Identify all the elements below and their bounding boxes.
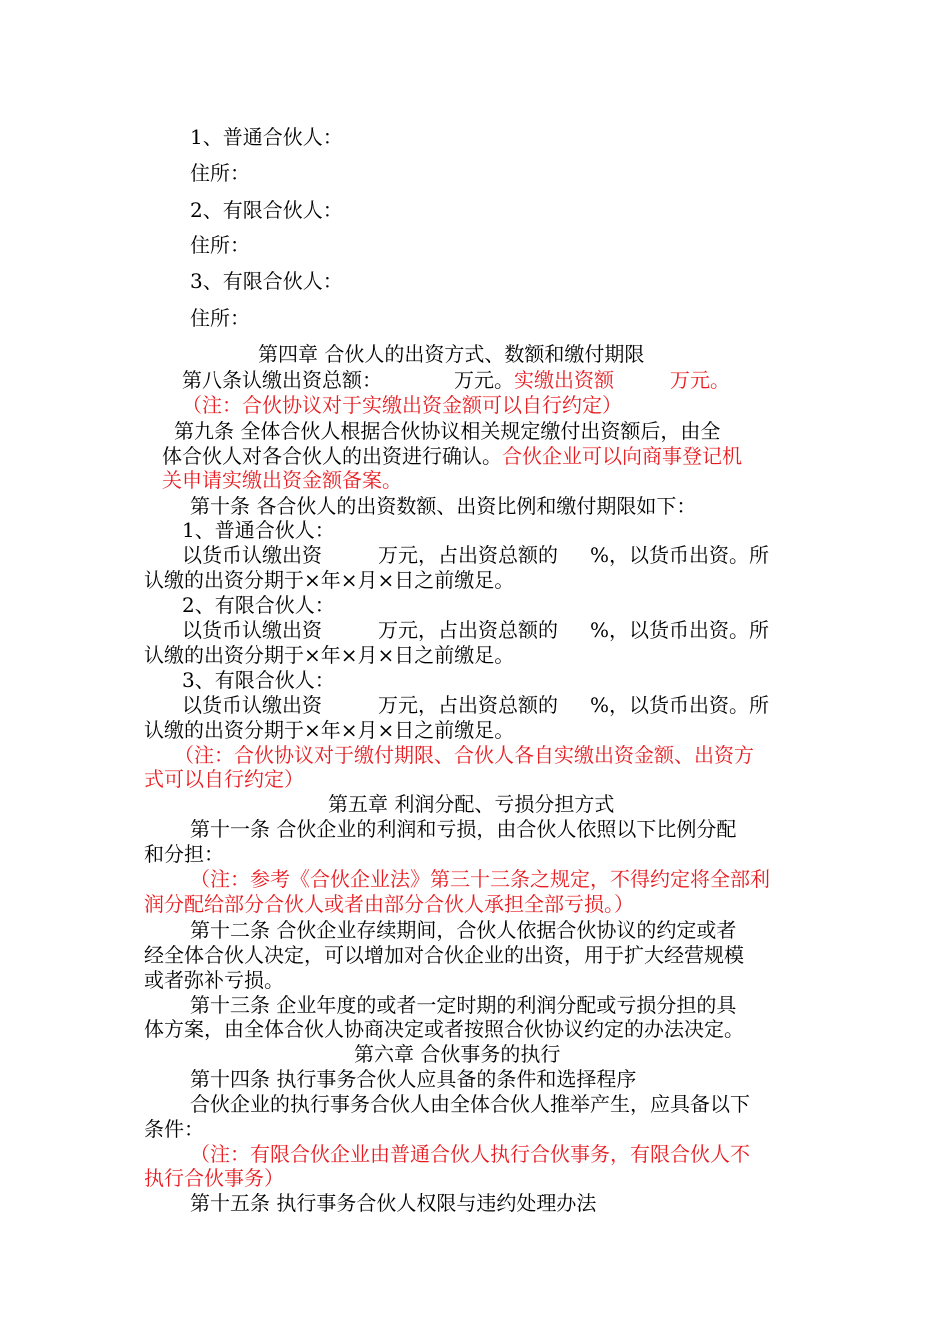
note-profit-line-2: 润分配给部分合伙人或者由部分合伙人承担全部亏损。） (144, 892, 634, 916)
article-9-line-2: 体合伙人对各合伙人的出资进行确认。合伙企业可以向商事登记机 (162, 444, 742, 468)
article-13-line-2: 体方案，由全体合伙人协商决定或者按照合伙协议约定的办法决定。 (144, 1017, 744, 1041)
article-12-line-2: 经全体合伙人决定，可以增加对合伙企业的出资，用于扩大经营规模 (144, 943, 744, 967)
article-8-unit: 万元。 (454, 368, 514, 392)
partner-contribution: 以货币认缴出资 万元，占出资总额的 %，以货币出资。所 (182, 618, 770, 642)
article-9-line-1: 第九条 全体合伙人根据合伙协议相关规定缴付出资额后，由全 (174, 419, 721, 443)
partner-payment-term: 认缴的出资分期于×年×月×日之前缴足。 (144, 568, 515, 592)
partner-contribution: 以货币认缴出资 万元，占出资总额的 %，以货币出资。所 (182, 543, 770, 567)
chapter-6-title: 第六章 合伙事务的执行 (354, 1042, 561, 1066)
partner-2-line: 2、有限合伙人： (190, 198, 343, 222)
partner-1-line: 1、普通合伙人： (190, 125, 343, 149)
article-14: 第十四条 执行事务合伙人应具备的条件和选择程序 (190, 1067, 637, 1091)
article-12-line-1: 第十二条 合伙企业存续期间，合伙人依据合伙协议的约定或者 (190, 918, 737, 942)
article-15: 第十五条 执行事务合伙人权限与违约处理办法 (190, 1191, 597, 1215)
article-8 (182, 367, 730, 393)
partner-payment-term: 认缴的出资分期于×年×月×日之前缴足。 (144, 643, 515, 667)
note-profit-line-1: （注：参考《合伙企业法》第三十三条之规定，不得约定将全部利 (190, 867, 770, 891)
note-paid-capital: （注：合伙协议对于实缴出资金额可以自行约定） (182, 393, 622, 417)
article-12-line-3: 或者弥补亏损。 (144, 968, 284, 992)
address-line: 住所： (190, 233, 250, 257)
article-9-filing: 合伙企业可以向商事登记机 (502, 444, 742, 468)
note-payment-terms-line-2: 式可以自行约定） (144, 767, 304, 791)
chapter-4-title: 第四章 合伙人的出资方式、数额和缴付期限 (258, 342, 645, 366)
note-execution-line-1: （注：有限合伙企业由普通合伙人执行合伙事务，有限合伙人不 (190, 1142, 750, 1166)
partner-name: 1、普通合伙人： (182, 518, 335, 542)
note-execution-line-2: 执行合伙事务） (144, 1166, 284, 1190)
chapter-5-title: 第五章 利润分配、亏损分担方式 (328, 792, 615, 816)
partner-name: 3、有限合伙人： (182, 668, 335, 692)
article-8-paid: 实缴出资额 (514, 368, 614, 392)
article-10: 第十条 各合伙人的出资数额、出资比例和缴付期限如下： (190, 494, 697, 518)
article-11-line-1: 第十一条 合伙企业的利润和亏损，由合伙人依照以下比例分配 (190, 817, 737, 841)
address-line: 住所： (190, 306, 250, 330)
partner-name: 2、有限合伙人： (182, 593, 335, 617)
article-9-line-3: 关申请实缴出资金额备案。 (162, 468, 402, 492)
partner-payment-term: 认缴的出资分期于×年×月×日之前缴足。 (144, 718, 515, 742)
article-13-line-1: 第十三条 企业年度的或者一定时期的利润分配或亏损分担的具 (190, 993, 737, 1017)
article-14-body-line-1: 合伙企业的执行事务合伙人由全体合伙人推举产生，应具备以下 (190, 1092, 750, 1116)
article-8-total: 第八条认缴出资总额： (182, 368, 382, 392)
article-11-line-2: 和分担： (144, 842, 224, 866)
note-payment-terms-line-1: （注：合伙协议对于缴付期限、合伙人各自实缴出资金额、出资方 (174, 743, 754, 767)
partner-contribution: 以货币认缴出资 万元，占出资总额的 %，以货币出资。所 (182, 693, 770, 717)
address-line: 住所： (190, 161, 250, 185)
article-14-body-line-2: 条件： (144, 1117, 204, 1141)
partner-3-line: 3、有限合伙人： (190, 269, 343, 293)
article-8-paid-unit: 万元。 (670, 368, 730, 392)
